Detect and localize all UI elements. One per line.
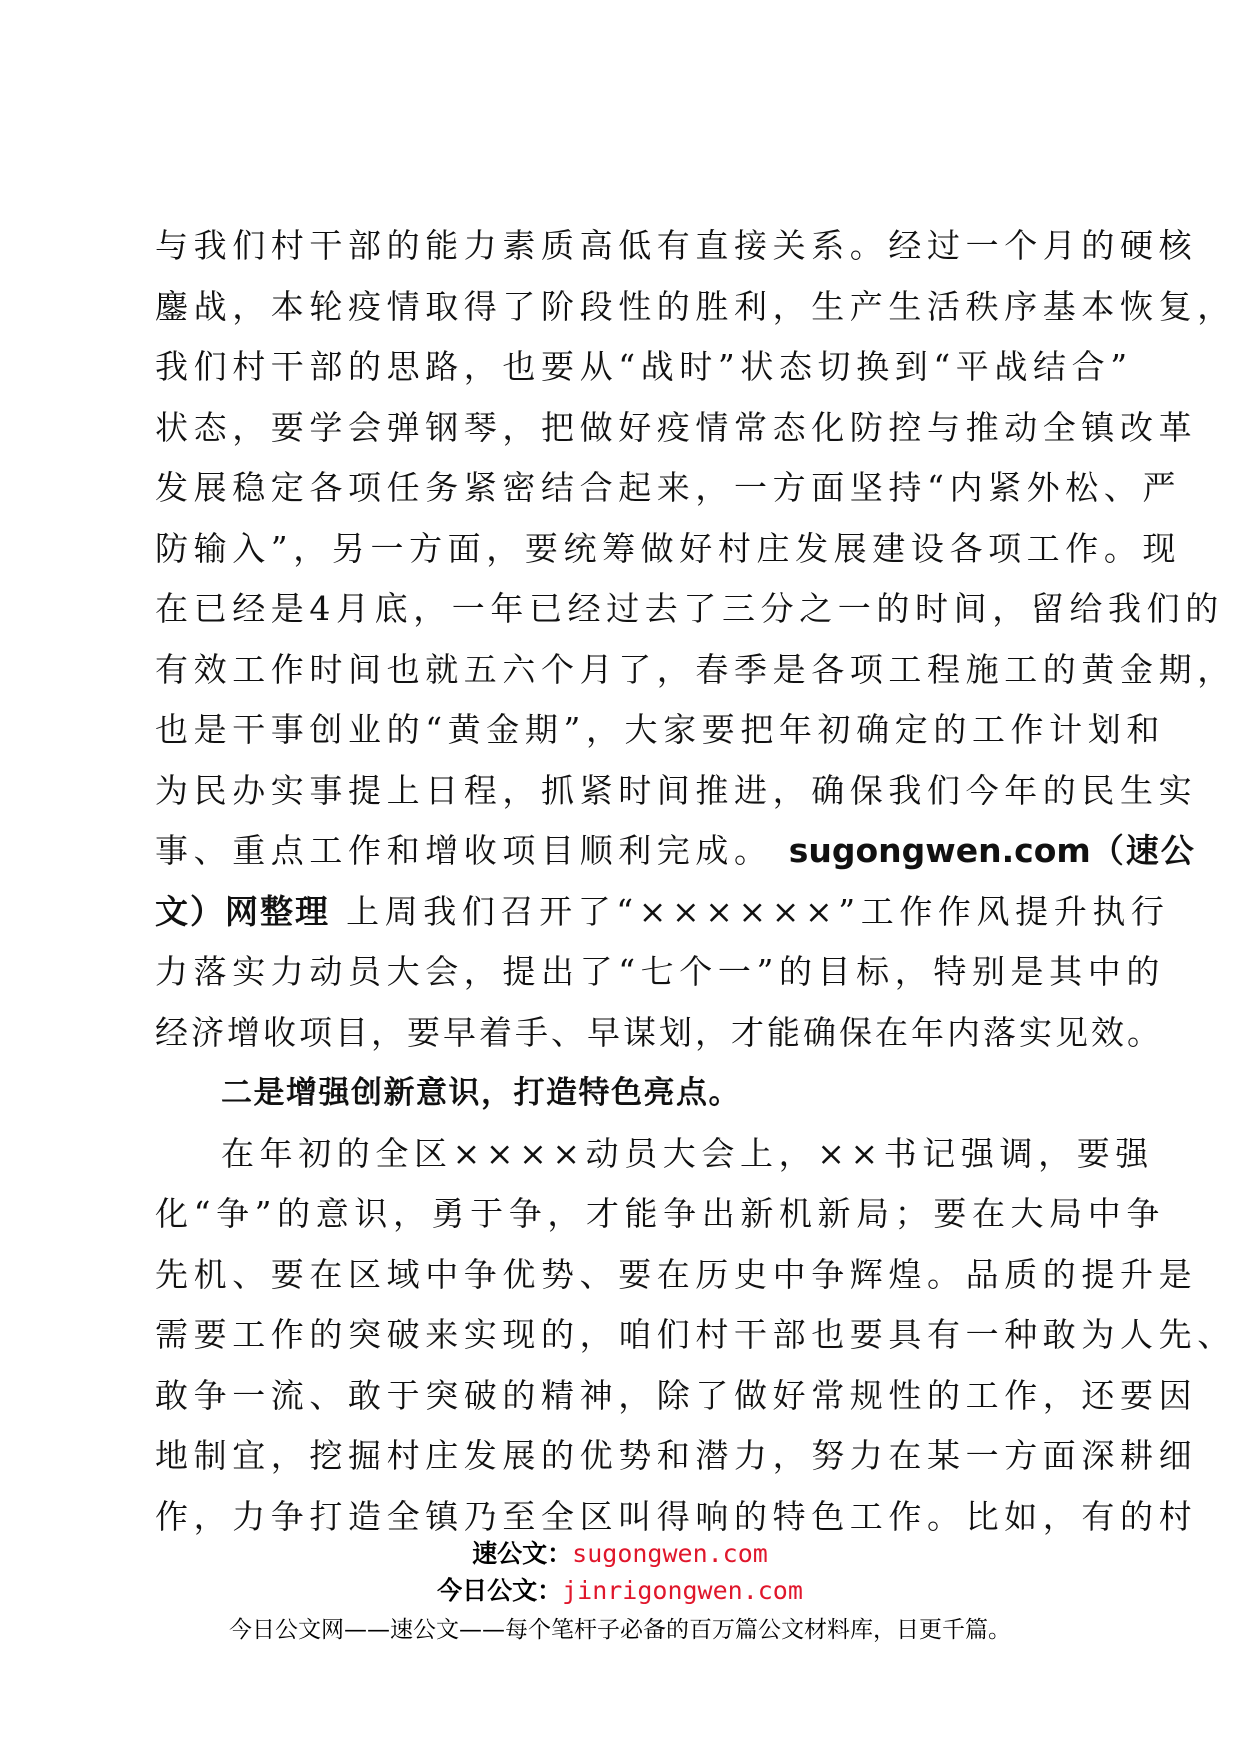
footer-slogan: 今日公文网——速公文——每个笔杆子必备的百万篇公文材料库，日更千篇。: [229, 1617, 1011, 1643]
paragraph-2: [155, 1124, 1236, 1548]
footer-row-sugongwen: [0, 1535, 1240, 1572]
text-line: [155, 882, 1170, 943]
text-line: 我们村干部的思路，也要从“战时”状态切换到“平战结合”: [155, 347, 1133, 386]
document-body: [155, 216, 1236, 1547]
text-line: 先机、要在区域中争优势、要在历史中争辉煌。品质的提升是: [155, 1254, 1198, 1294]
text-line: 在年初的全区××××动员大会上，××书记强调，要强: [221, 1133, 1154, 1173]
text-segment: 上周我们召开了“××××××”工作作风提升执行: [346, 891, 1170, 931]
text-line: 有效工作时间也就五六个月了，春季是各项工程施工的黄金期，: [155, 649, 1236, 689]
text-line: 发展稳定各项任务紧密结合起来，一方面坚持“内紧外松、严: [155, 468, 1182, 507]
text-line: 在已经是4月底，一年已经过去了三分之一的时间，留给我们的: [155, 589, 1224, 628]
text-segment: 事、重点工作和增收项目顺利完成。: [155, 831, 773, 870]
text-line: 也是干事创业的“黄金期”，大家要把年初确定的工作计划和: [155, 710, 1165, 749]
section-heading: 二是增强创新意识，打造特色亮点。: [221, 1075, 741, 1111]
footer-row-jinrigongwen: [0, 1572, 1240, 1609]
text-line: 防输入”，另一方面，要统筹做好村庄发展建设各项工作。现: [155, 528, 1182, 568]
footer-label: 今日公文：: [437, 1576, 563, 1605]
text-line: 地制宜，挖掘村庄发展的优势和潜力，努力在某一方面深耕细: [155, 1436, 1198, 1475]
paragraph-1: [155, 216, 1236, 1063]
inline-watermark-label: （速公: [1090, 831, 1196, 870]
text-line: 状态，要学会弹钢琴，把做好疫情常态化防控与推动全镇改革: [155, 407, 1198, 447]
text-line: 化“争”的意识，勇于争，才能争出新机新局；要在大局中争: [155, 1194, 1165, 1233]
text-line: 需要工作的突破来实现的，咱们村干部也要具有一种敢为人先、: [155, 1315, 1236, 1354]
text-line: [155, 821, 1196, 882]
footer-label: 速公文：: [472, 1539, 573, 1568]
inline-watermark-url: sugongwen.com: [788, 831, 1091, 870]
inline-watermark-label: 文）网整理: [155, 891, 330, 931]
text-line: 鏖战，本轮疫情取得了阶段性的胜利，生产生活秩序基本恢复，: [155, 286, 1236, 326]
text-line: 为民办实事提上日程，抓紧时间推进，确保我们今年的民生实: [155, 770, 1198, 810]
text-line: 与我们村干部的能力素质高低有直接关系。经过一个月的硬核: [155, 226, 1198, 265]
text-line: 作，力争打造全镇乃至全区叫得响的特色工作。比如，有的村: [155, 1496, 1198, 1536]
footer-link-sugongwen[interactable]: sugongwen.com: [572, 1539, 768, 1568]
text-line: 力落实力动员大会，提出了“七个一”的目标，特别是其中的: [155, 952, 1165, 991]
text-line: 敢争一流、敢于突破的精神，除了做好常规性的工作，还要因: [155, 1375, 1198, 1415]
text-line: 经济增收项目，要早着手、早谋划，才能确保在年内落实见效。: [155, 1012, 1163, 1052]
footer-link-jinrigongwen[interactable]: jinrigongwen.com: [562, 1576, 803, 1605]
page-footer: [0, 1535, 1240, 1649]
